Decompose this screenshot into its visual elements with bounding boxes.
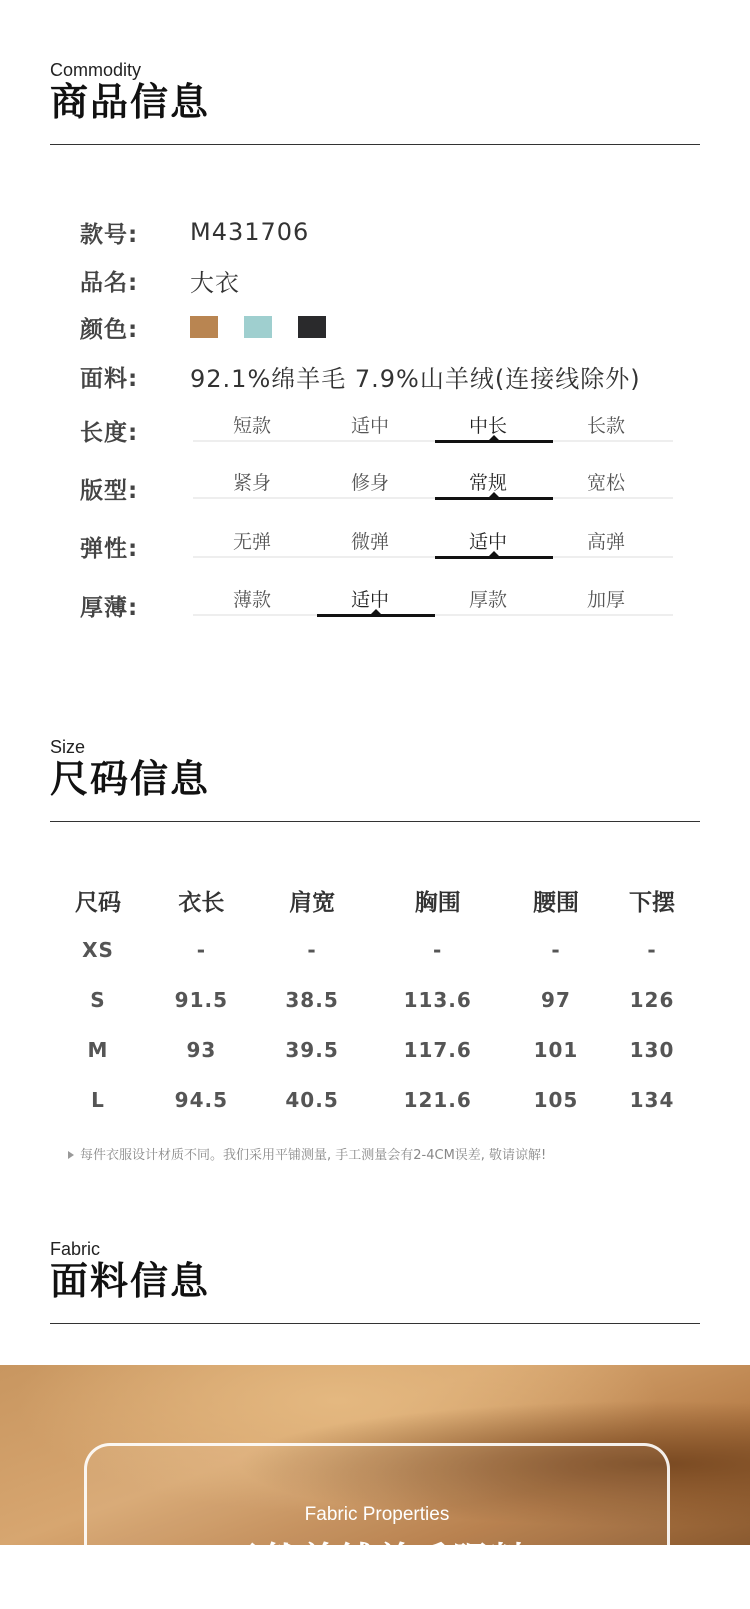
scale-option: 长款 xyxy=(586,414,625,437)
triangle-bullet-icon xyxy=(68,1151,74,1159)
scale-track xyxy=(193,440,673,442)
section-divider xyxy=(50,1323,700,1324)
size-title-zh: 尺码信息 xyxy=(50,757,211,801)
size-cell: - xyxy=(196,938,207,962)
scale-selected-marker xyxy=(317,614,435,617)
scale-option: 厚款 xyxy=(468,588,507,611)
style-number-value: M431706 xyxy=(190,218,310,246)
scale-option: 高弹 xyxy=(586,530,625,553)
size-cell: L xyxy=(91,1088,105,1112)
size-cell: 97 xyxy=(541,988,571,1012)
scale-length xyxy=(193,406,673,446)
scale-option: 常规 xyxy=(468,471,507,494)
fabric-title-en: Fabric xyxy=(50,1239,101,1259)
scale-option: 短款 xyxy=(232,414,271,437)
fabric-card-title-zh: 天然羊绒羊毛呢料 xyxy=(225,1540,529,1580)
fabric-title-zh: 面料信息 xyxy=(50,1259,211,1303)
material-value: 92.1%绵羊毛 7.9%山羊绒(连接线除外) xyxy=(190,364,641,393)
size-cell: 38.5 xyxy=(285,988,339,1012)
size-col-header: 衣长 xyxy=(178,889,225,916)
scale-option: 适中 xyxy=(468,530,507,553)
scale-option: 紧身 xyxy=(232,471,271,494)
scale-option: 中长 xyxy=(468,414,507,437)
table-row xyxy=(50,1025,700,1075)
size-cell: - xyxy=(551,938,561,962)
scale-fit xyxy=(193,463,673,503)
size-cell: S xyxy=(90,988,106,1012)
scale-selected-marker xyxy=(435,556,553,559)
scale-label-elasticity: 弹性: xyxy=(80,535,139,562)
color-swatch-aqua[interactable] xyxy=(244,316,272,338)
scale-option: 宽松 xyxy=(586,471,625,494)
size-cell: 113.6 xyxy=(403,988,472,1012)
scale-elasticity xyxy=(193,522,673,562)
size-cell: 101 xyxy=(533,1038,579,1062)
scale-option: 微弹 xyxy=(350,530,389,553)
scale-label-elasticity-row xyxy=(80,526,190,566)
scale-option: 薄款 xyxy=(232,588,271,611)
size-table-header-row xyxy=(50,875,700,925)
size-cell: 39.5 xyxy=(285,1038,339,1062)
scale-option: 加厚 xyxy=(586,588,625,611)
section-divider xyxy=(50,144,700,145)
scale-option: 修身 xyxy=(350,471,389,494)
scale-label-fit: 版型: xyxy=(80,477,139,504)
size-cell: 126 xyxy=(629,988,675,1012)
scale-track xyxy=(193,556,673,558)
scale-option: 无弹 xyxy=(232,530,271,553)
info-row-material xyxy=(80,356,641,396)
size-col-header: 下摆 xyxy=(628,889,675,916)
table-row xyxy=(50,975,700,1025)
size-cell: 94.5 xyxy=(174,1088,229,1112)
scale-label-thickness: 厚薄: xyxy=(80,594,139,621)
measurement-note-text: 每件衣服设计材质不同。我们采用平铺测量, 手工测量会有2-4CM误差, 敬请谅解! xyxy=(80,1148,547,1163)
size-cell: 121.6 xyxy=(403,1088,472,1112)
size-cell: 91.5 xyxy=(174,988,229,1012)
size-cell: 117.6 xyxy=(403,1038,472,1062)
size-table xyxy=(50,875,700,1125)
product-name-value: 大衣 xyxy=(190,268,240,297)
size-col-header: 肩宽 xyxy=(289,889,336,916)
fabric-card-title-en: Fabric Properties xyxy=(304,1504,450,1525)
scale-selected-marker xyxy=(435,497,553,500)
commodity-section-header xyxy=(50,60,700,145)
scale-selected-marker xyxy=(435,440,553,443)
scale-label-length: 长度: xyxy=(80,419,139,446)
size-col-header: 尺码 xyxy=(75,889,121,916)
size-cell: XS xyxy=(82,938,114,962)
commodity-title-zh: 商品信息 xyxy=(50,80,211,124)
scale-thickness xyxy=(193,580,673,620)
size-cell: 40.5 xyxy=(285,1088,339,1112)
size-cell: - xyxy=(307,938,317,962)
info-row-colors xyxy=(80,307,326,347)
size-cell: 93 xyxy=(186,1038,217,1062)
size-section-header xyxy=(50,737,700,822)
scale-track xyxy=(193,497,673,499)
size-cell: M xyxy=(87,1038,109,1062)
scale-label-length-row xyxy=(80,410,190,450)
table-row xyxy=(50,925,700,975)
fabric-properties-card xyxy=(84,1443,670,1609)
color-swatch-black[interactable] xyxy=(298,316,326,338)
fabric-section-header xyxy=(50,1239,700,1324)
color-swatches xyxy=(190,316,326,338)
commodity-title-en: Commodity xyxy=(50,60,142,80)
scale-option: 适中 xyxy=(350,414,389,437)
section-divider xyxy=(50,821,700,822)
table-row xyxy=(50,1075,700,1125)
size-cell: 105 xyxy=(533,1088,579,1112)
info-label: 面料: xyxy=(80,365,139,392)
scale-label-fit-row xyxy=(80,468,190,508)
size-cell: - xyxy=(433,938,443,962)
measurement-note xyxy=(68,1144,546,1163)
color-swatch-camel[interactable] xyxy=(190,316,218,338)
info-row-product-name xyxy=(80,260,240,300)
size-col-header: 腰围 xyxy=(532,889,579,916)
scale-label-thickness-row xyxy=(80,585,190,625)
size-cell: 134 xyxy=(629,1088,675,1112)
info-row-style-number xyxy=(80,212,309,252)
info-label: 款号: xyxy=(80,221,139,248)
info-label: 品名: xyxy=(80,269,139,296)
scale-option: 适中 xyxy=(350,588,389,611)
fabric-banner-image xyxy=(0,1365,750,1580)
size-cell: 130 xyxy=(629,1038,675,1062)
size-col-header: 胸围 xyxy=(414,889,461,916)
size-cell: - xyxy=(647,938,657,962)
info-label: 颜色: xyxy=(80,316,139,343)
size-title-en: Size xyxy=(50,737,86,757)
